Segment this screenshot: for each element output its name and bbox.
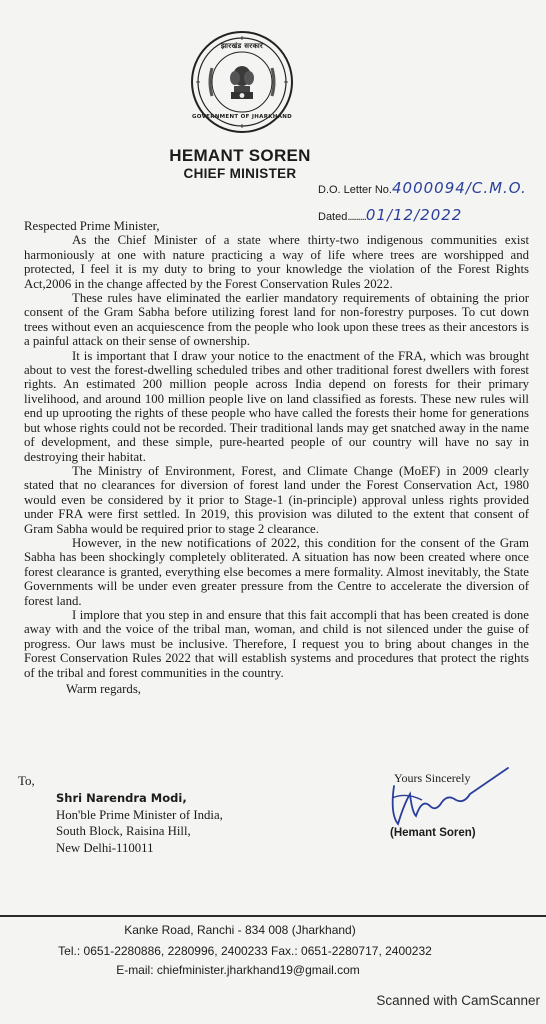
do-number: 4000094/C.M.O. xyxy=(391,179,527,197)
yours-sincerely: Yours Sincerely xyxy=(394,771,471,785)
addressee-line-2: South Block, Raisina Hill, xyxy=(56,824,191,838)
handwritten-signature xyxy=(386,764,516,834)
paragraph-1: As the Chief Minister of a state where thirty-two indigenous communities exist harmoniously at one with nature practicing a way of life where trees are worshipped and protected, I feel it is my duty to bring to your knowledge the violation of the Forest Rights Act,2006 in the change affected by the Forest Conservation Rules 2022. xyxy=(24,233,529,291)
sender-name: HEMANT SOREN xyxy=(169,146,311,165)
footer-address: Kanke Road, Ranchi - 834 008 (Jharkhand) xyxy=(124,923,356,937)
paragraph-5: However, in the new notifications of 2022, this condition for the consent of the Gram Sabha has been shockingly completely obliterated. A situation has now been created where once forest clearance is granted, everything else becomes a mere formality. Almost inevitably, the State Governments will be under even greater pressure from the Centre to accelerate the diversion of forest land. xyxy=(24,535,529,608)
letter-body xyxy=(24,219,529,696)
footer-email: E-mail: chiefminister.jharkhand19@gmail.com xyxy=(116,963,360,977)
government-seal xyxy=(190,30,294,134)
do-label: D.O. Letter No. xyxy=(318,184,392,196)
addressee-name: Shri Narendra Modi, xyxy=(56,791,187,805)
salutation: Respected Prime Minister, xyxy=(24,219,160,233)
date-dots: ......... xyxy=(347,211,366,223)
addressee-line-1: Hon'ble Prime Minister of India, xyxy=(56,807,223,822)
scanner-watermark: Scanned with CamScanner xyxy=(376,993,540,1008)
signed-name: (Hemant Soren) xyxy=(390,827,476,839)
paragraph-6: I implore that you step in and ensure that this fait accompli that has been created is done away with and the voice of the tribal man, woman, and child is not silenced under the guise of progress. Our laws must be inclusive. Therefore, I request you to bring about changes in the Forest Conservation Rules 2022 that will establish systems and procedures that protect the rights of the tribal and forest communities in the country. xyxy=(24,607,529,680)
date-label: Dated xyxy=(318,211,348,223)
to-label: To, xyxy=(18,773,35,788)
seal-bottom-text: GOVERNMENT OF JHARKHAND xyxy=(191,114,293,120)
date-value: 01/12/2022 xyxy=(365,206,463,224)
footer-divider xyxy=(0,915,546,917)
paragraph-4: The Ministry of Environment, Forest, and Climate Change (MoEF) in 2009 clearly stated that no clearances for diversion of forest land under the Forest Conservation Act, 1980 would even be considered by it prior to Stage-1 (in-principle) approval unless rights provided under FRA were first settled. In 2019, this provision was diluted to the extent that consent of Gram Sabha would be required prior to stage 2 clearance. xyxy=(24,463,529,536)
paragraph-3: It is important that I draw your notice to the enactment of the FRA, which was brought about to vest the forest-dwelling scheduled tribes and other traditional forest dwellers with forest rights. An estimated 200 million people across India depend on forests for their primary livelihood, and around 100 million people live on land classified as forests. These new rules will end up uprooting the rights of these people who have called the forests their home for generations but whose rights could not be recorded. Their traditional lands may get snatched away in the name of development, and these simple, pure-hearted people of our country will have no say in destroying their habitat. xyxy=(24,348,529,464)
addressee-block xyxy=(56,790,223,856)
do-letter-line xyxy=(318,179,527,197)
footer-phones: Tel.: 0651-2280886, 2280996, 2400233 Fax.: 0651-2280717, 2400232 xyxy=(58,944,432,958)
paragraph-2: These rules have eliminated the earlier mandatory requirements of obtaining the prior consent of the Gram Sabha before utilizing forest land for non-forestry purposes. To cut down trees without even an acquiescence from the people who look upon these trees as their ancestors is a painful attack on their sense of ownership. xyxy=(24,291,529,349)
closing: Warm regards, xyxy=(66,682,142,696)
addressee-line-3: New Delhi-110011 xyxy=(56,840,154,855)
seal-top-text: झारखंड सरकार xyxy=(220,42,264,50)
sender-title: CHIEF MINISTER xyxy=(183,166,297,181)
